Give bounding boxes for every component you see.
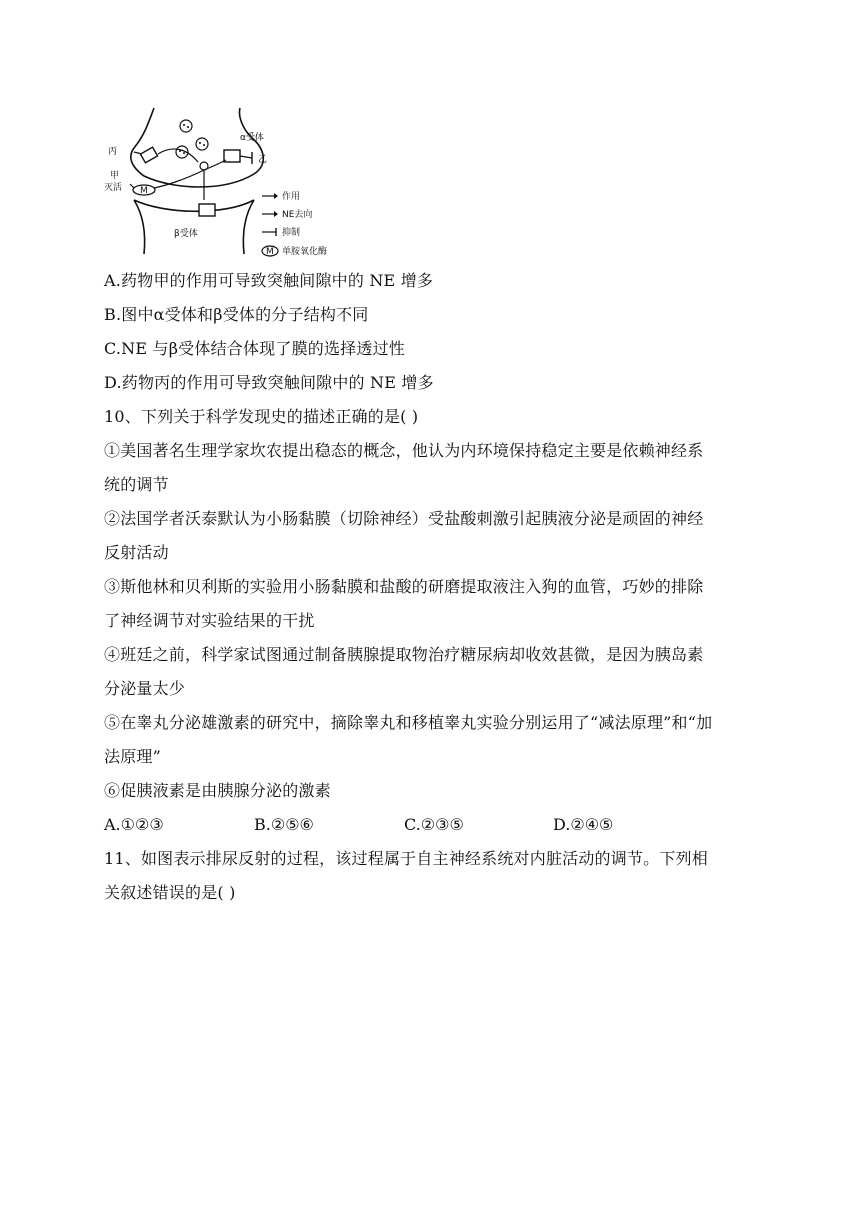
label-bing: 丙: [108, 147, 118, 157]
postsynaptic-membrane: [134, 200, 254, 254]
label-alpha-receptor: α受体: [240, 133, 264, 143]
legend: [262, 190, 327, 257]
vesicle: [196, 138, 208, 150]
q10-option-d: D.②④⑤: [553, 815, 614, 834]
q10-stem: 10、下列关于科学发现史的描述正确的是( ): [104, 407, 419, 426]
q10-item-6: ⑥促胰液素是由胰腺分泌的激素: [104, 781, 331, 800]
synapse-diagram: [104, 104, 334, 264]
q10-option-c: C.②③⑤: [404, 815, 464, 834]
q10-item-4-cont: 分泌量太少: [104, 679, 186, 698]
q10-option-a: A.①②③: [104, 815, 164, 834]
q10-item-5: ⑤在睾丸分泌雄激素的研究中，摘除睾丸和移植睾丸实验分别运用了“减法原理”和“加: [104, 713, 713, 732]
bing-transporter: [140, 147, 157, 163]
legend-item: 作用: [282, 192, 301, 202]
alpha-receptor: [224, 150, 240, 162]
q11-stem-line-2: 关叙述错误的是( ): [104, 883, 236, 902]
q9-option-c: C.NE 与β受体结合体现了膜的选择透过性: [104, 339, 405, 358]
legend-item: 单胺氧化酶: [282, 247, 328, 257]
legend-item: 抑制: [282, 228, 301, 238]
legend-item: NE去向: [282, 210, 313, 220]
q10-item-1: ①美国著名生理学家坎农提出稳态的概念，他认为内环境保持稳定主要是依赖神经系: [104, 441, 704, 460]
label-miehuo: 灭活: [104, 183, 123, 193]
q10-item-2-cont: 反射活动: [104, 543, 169, 562]
vesicle: [180, 120, 192, 132]
q10-option-b: B.②⑤⑥: [254, 815, 314, 834]
label-beta-receptor: β受体: [174, 229, 198, 239]
beta-receptor: [199, 204, 215, 216]
q10-item-3: ③斯他林和贝利斯的实验用小肠黏膜和盐酸的研磨提取液注入狗的血管，巧妙的排除: [104, 577, 704, 596]
q10-item-1-cont: 统的调节: [104, 475, 169, 494]
q10-item-2: ②法国学者沃泰默认为小肠黏膜（切除神经）受盐酸刺激引起胰液分泌是顽固的神经: [104, 509, 704, 528]
q9-option-d: D.药物丙的作用可导致突触间隙中的 NE 增多: [104, 373, 434, 392]
label-jia: 甲: [110, 171, 120, 181]
q9-option-b: B.图中α受体和β受体的分子结构不同: [104, 305, 369, 324]
legend-m-icon: M: [266, 247, 274, 257]
q10-item-5-cont: 法原理”: [104, 747, 161, 766]
label-yi: 乙: [258, 155, 268, 165]
q10-item-3-cont: 了神经调节对实验结果的干扰: [104, 611, 315, 630]
q11-stem-line-1: 11、如图表示排尿反射的过程，该过程属于自主神经系统对内脏活动的调节。下列相: [104, 849, 708, 868]
q9-option-a: A.药物甲的作用可导致突触间隙中的 NE 增多: [104, 271, 434, 290]
m-label: M: [140, 186, 148, 196]
q10-item-4: ④班廷之前，科学家试图通过制备胰腺提取物治疗糖尿病却收效甚微，是因为胰岛素: [104, 645, 704, 664]
